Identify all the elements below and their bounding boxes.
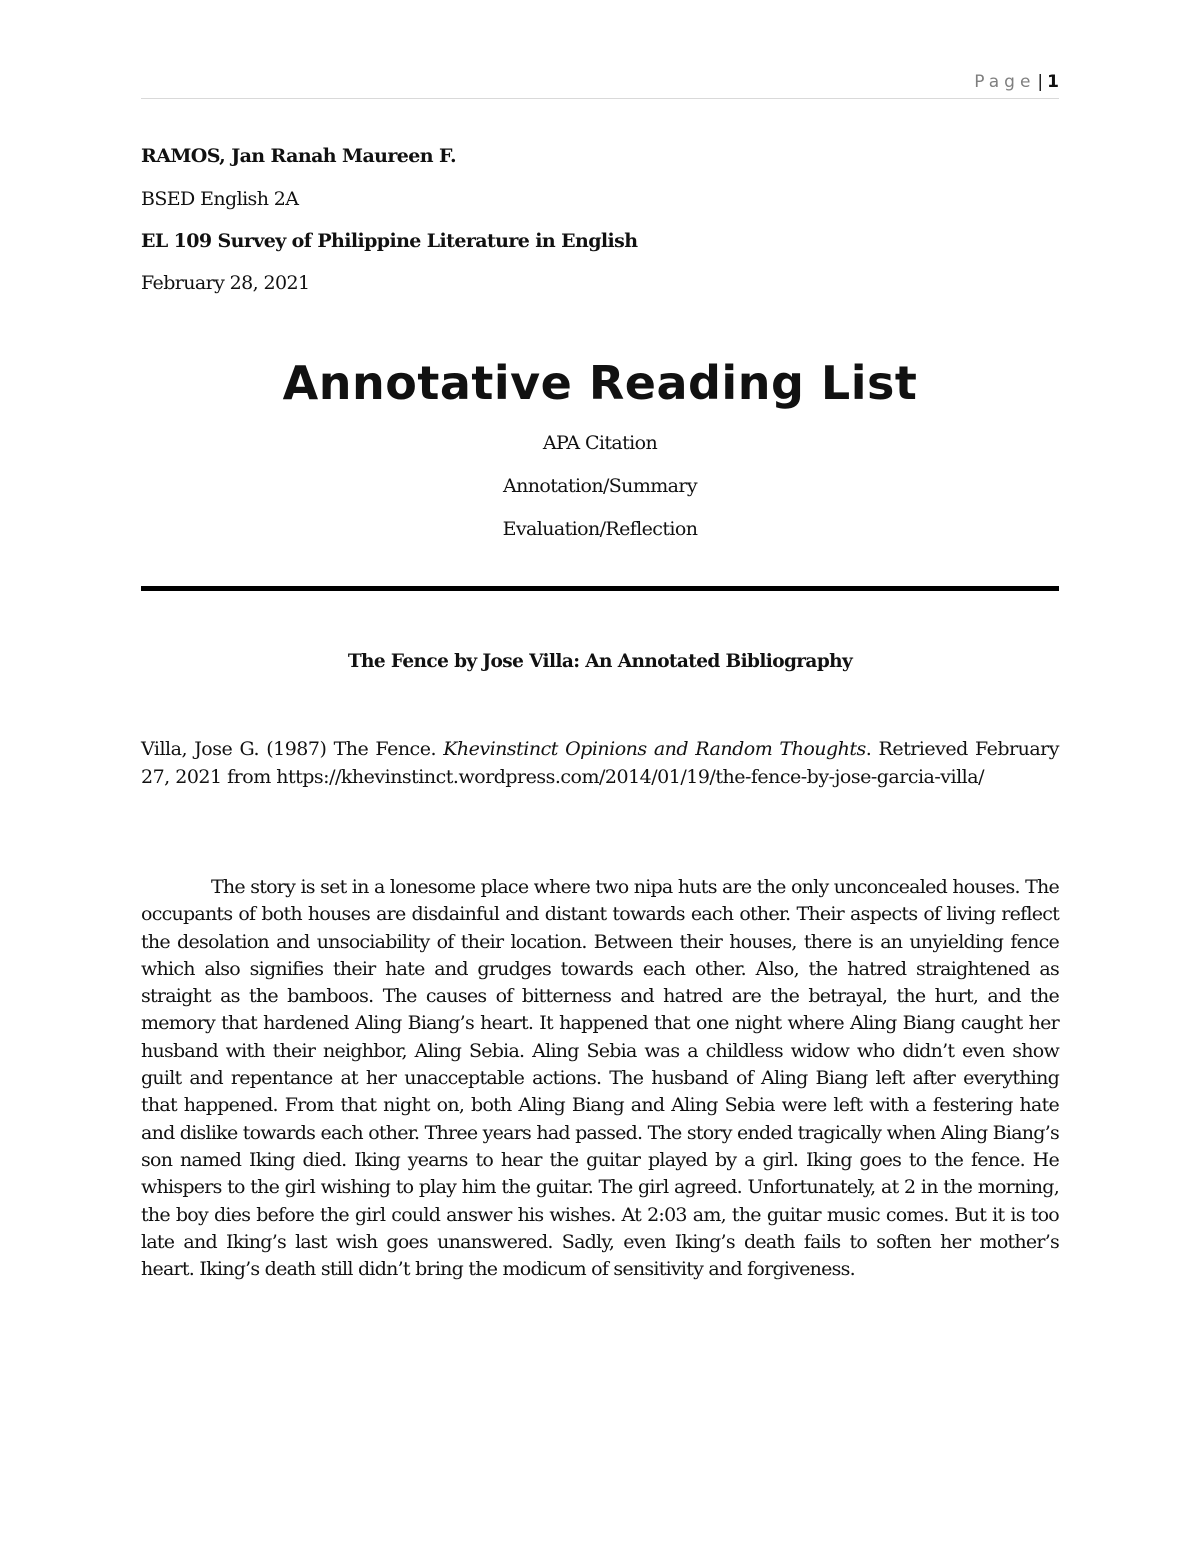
document-title: Annotative Reading List (282, 356, 918, 410)
subtitle-annotation-summary: Annotation/Summary (502, 475, 698, 497)
section-heading: The Fence by Jose Villa: An Annotated Bibliography (347, 651, 853, 672)
page-label: Page (974, 72, 1036, 92)
apa-citation (141, 735, 1059, 791)
page-number: 1 (1047, 72, 1059, 92)
document-body (141, 0, 1059, 1553)
citation-text-before: Villa, Jose G. (1987) The Fence. (141, 738, 444, 760)
author-program: BSED English 2A (141, 188, 299, 210)
annotation-summary-paragraph: The story is set in a lonesome place where two nipa huts are the only unconcealed houses. The occupants of both houses are disdainful and distant towards each other. Their aspects of living reflect the desolation and unsociability of their location. Between their houses, there is an unyielding fence which also signifies their hate and grudges towards each other. Also, the hatred straightened as straight as the bamboos. The causes of bitterness and hatred are the betrayal, the hurt, and the memory that hardened Aling Biang’s heart. It happened that one night where Aling Biang caught her husband with their neighbor, Aling Sebia. Aling Sebia was a childless widow who didn’t even show guilt and repentance at her unacceptable actions. The husband of Aling Biang left after everything that happened. From that night on, both Aling Biang and Aling Sebia were left with a festering hate and dislike towards each other. Three years had passed. The story ended tragically when Aling Biang’s son named Iking died. Iking yearns to hear the guitar played by a girl. Iking goes to the fence. He whispers to the girl wishing to play him the guitar. The girl agreed. Unfortunately, at 2 in the morning, the boy dies before the girl could answer his wishes. At 2:03 am, the guitar music comes. But it is too late and Iking’s last wish goes unanswered. Sadly, even Iking’s death fails to soften her mother’s heart. Iking’s death still didn’t bring the modicum of sensitivity and forgiveness. (141, 876, 1059, 1281)
citation-text-after: . Retrieved February 27, 2021 from https://khevinstinct.wordpress.com/2014/01/19/the-fence-by-jose-garcia-villa/ (141, 738, 1059, 788)
horizontal-rule (141, 586, 1059, 591)
subtitle-evaluation-reflection: Evaluation/Reflection (502, 518, 698, 540)
document-date: February 28, 2021 (141, 272, 310, 294)
page-separator: | (1037, 72, 1044, 92)
course-title: EL 109 Survey of Philippine Literature in English (141, 230, 638, 252)
citation-source-title: Khevinstinct Opinions and Random Thoughts (443, 738, 866, 760)
author-name: RAMOS, Jan Ranah Maureen F. (141, 145, 456, 167)
subtitle-apa-citation: APA Citation (542, 432, 658, 454)
